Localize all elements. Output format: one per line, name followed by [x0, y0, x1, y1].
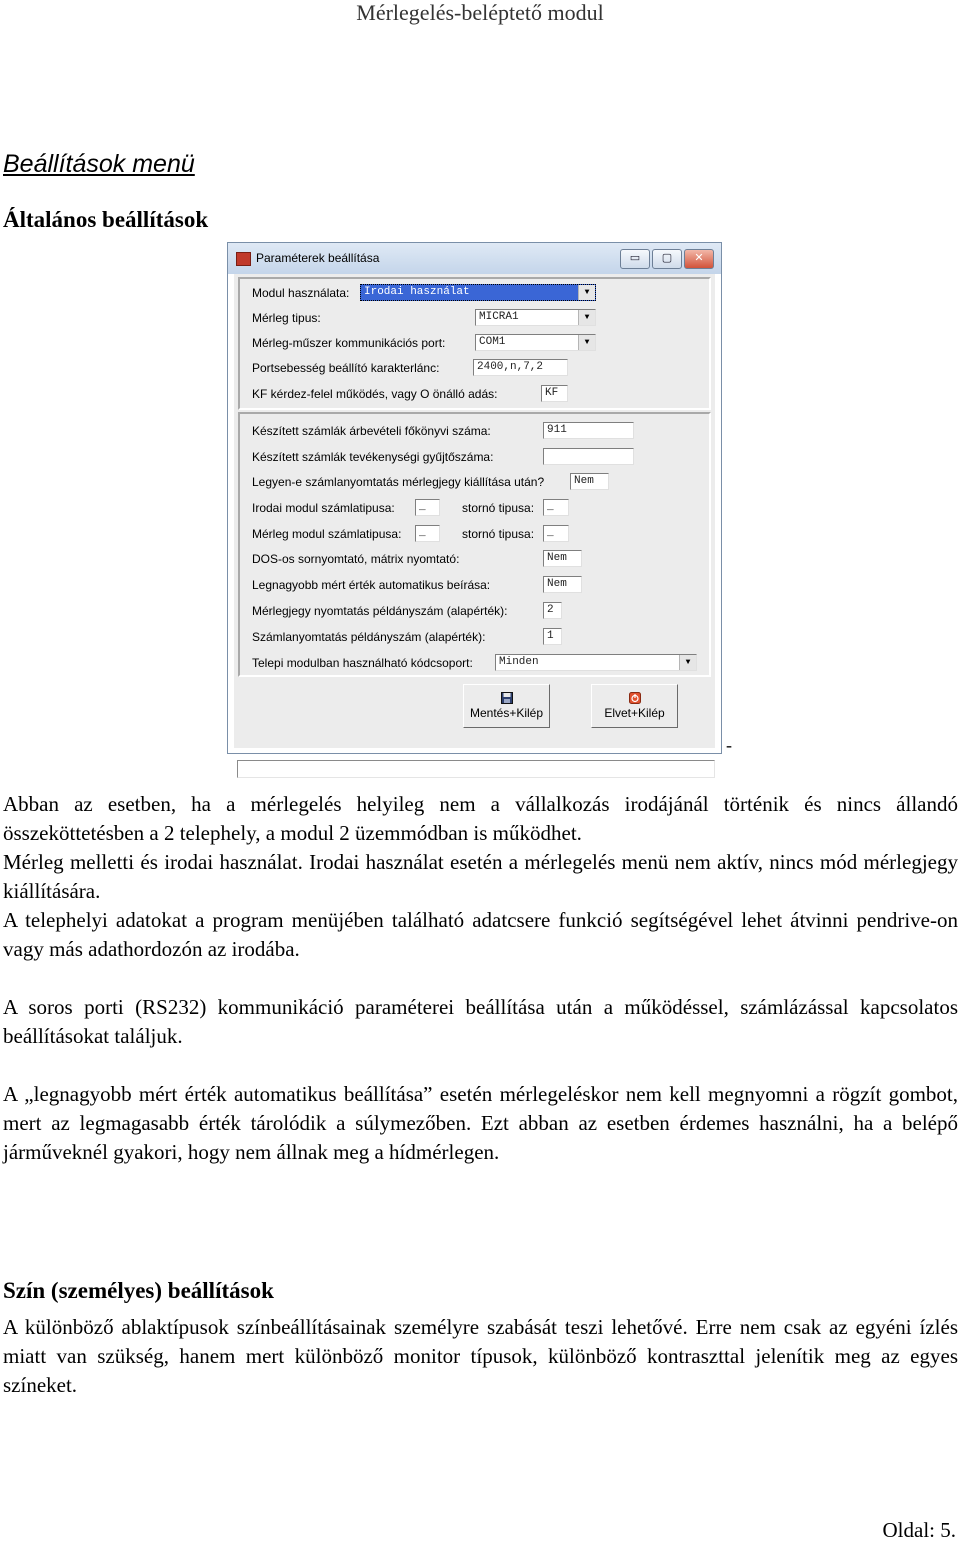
storno1-label: stornó tipusa:: [462, 501, 535, 515]
dialog-body: [234, 274, 715, 748]
legyen-label: Legyen-e számlanyomtatás mérlegjegy kiállítása után?: [252, 475, 545, 489]
modul-select[interactable]: [360, 284, 596, 301]
paragraph-modes: [3, 790, 958, 964]
dos-input[interactable]: Nem: [543, 550, 582, 567]
merleg-modul-label: Mérleg modul számlatipusa:: [252, 527, 402, 541]
floppy-disk-icon: [501, 692, 513, 704]
save-exit-button[interactable]: [463, 684, 550, 728]
maximize-button[interactable]: ▢: [652, 249, 682, 269]
gyujto-input[interactable]: [543, 448, 634, 465]
storno1-input[interactable]: _: [543, 499, 569, 516]
telepi-value: Minden: [499, 656, 539, 668]
save-exit-label: Mentés+Kilép: [469, 706, 544, 720]
running-header: Mérlegelés-beléptető modul: [356, 0, 604, 25]
exit-icon: [629, 692, 641, 704]
billing-panel: [238, 412, 711, 677]
kf-label: KF kérdez-felel működés, vagy O önálló adás:: [252, 387, 498, 401]
close-button[interactable]: ✕: [684, 249, 714, 269]
dos-label: DOS-os sornyomtató, mátrix nyomtató:: [252, 552, 460, 566]
portspeed-label: Portsebesség beállító karakterlánc:: [252, 361, 440, 375]
fokonyv-label: Készített számlák árbevételi főkönyvi száma:: [252, 424, 491, 438]
merlegjegy-label: Mérlegjegy nyomtatás példányszám (alapérték):: [252, 604, 508, 618]
fokonyv-input[interactable]: 911: [543, 422, 634, 439]
portspeed-input[interactable]: 2400,n,7,2: [473, 359, 568, 376]
merleg-tipus-value: MICRA1: [479, 311, 519, 323]
port-select[interactable]: [475, 334, 596, 351]
text-line: A telephelyi adatokat a program menüjében található adatcsere funkció segítségével lehet átvinni pendrive-on vagy más adathordozón az irodába.: [3, 908, 958, 961]
paragraph-colors: [3, 1313, 958, 1400]
text-line: A soros porti (RS232) kommunikáció paraméterei beállítása után a működéssel, számlázással kapcsolatos beállításokat találjuk.: [3, 995, 958, 1048]
discard-exit-label: Elvet+Kilép: [604, 706, 665, 720]
trailing-mark: -: [726, 735, 732, 755]
status-bar: [237, 760, 715, 778]
chevron-down-icon[interactable]: ▼: [578, 285, 595, 300]
section-title: Beállítások menü: [3, 150, 195, 178]
text-line: A különböző ablaktípusok színbeállításainak személyre szabását teszi lehetővé. Erre nem csak az egyéni ízlés miatt van szükség, hanem mert különböző monitor típusok, különböző kontraszttal jelenítik meg az egyes színeket.: [3, 1315, 958, 1397]
legyen-input[interactable]: Nem: [570, 473, 609, 490]
merleg-modul-input[interactable]: _: [415, 525, 440, 542]
general-settings-heading: Általános beállítások: [3, 207, 209, 232]
port-value: COM1: [479, 336, 506, 348]
irodai-label: Irodai modul számlatipusa:: [252, 501, 395, 515]
app-icon: [236, 252, 251, 266]
storno2-label: stornó tipusa:: [462, 527, 535, 541]
chevron-down-icon[interactable]: ▼: [679, 655, 696, 670]
paragraph-serial: [3, 993, 958, 1051]
communication-panel: [238, 277, 711, 410]
color-settings-heading: Szín (személyes) beállítások: [3, 1278, 274, 1303]
port-label: Mérleg-műszer kommunikációs port:: [252, 336, 446, 350]
merleg-tipus-label: Mérleg tipus:: [252, 311, 321, 325]
dialog-title: Paraméterek beállítása: [256, 251, 380, 265]
parameters-dialog: [227, 242, 722, 754]
merleg-tipus-select[interactable]: [475, 309, 596, 326]
text-line: Mérleg melletti és irodai használat. Irodai használat esetén a mérlegelés menü nem aktív, nincs mód mérlegjegy kiállítására.: [3, 850, 958, 903]
modul-label: Modul használata:: [252, 286, 350, 300]
text-line: A „legnagyobb mért érték automatikus beállítása” esetén mérlegeléskor nem kell megnyomni a rögzít gombot, mert az legmagasabb érték tárolódik a súlymezőben. Ezt abban az esetben érdemes használni, ha a belépő járműveknél gyakori, hogy nem állnak meg a hídmérlegen.: [3, 1082, 958, 1164]
telepi-select[interactable]: [495, 654, 697, 671]
paragraph-maxvalue: [3, 1080, 958, 1167]
discard-exit-button[interactable]: [591, 684, 678, 728]
modul-value: Irodai használat: [364, 286, 470, 298]
telepi-label: Telepi modulban használható kódcsoport:: [252, 656, 473, 670]
storno2-input[interactable]: _: [543, 525, 569, 542]
gyujto-label: Készített számlák tevékenységi gyűjtőszáma:: [252, 450, 494, 464]
page-number: Oldal: 5.: [882, 1518, 956, 1542]
merlegjegy-input[interactable]: 2: [543, 602, 562, 619]
chevron-down-icon[interactable]: ▼: [578, 310, 595, 325]
kf-input[interactable]: KF: [541, 385, 568, 402]
dialog-titlebar: [228, 243, 721, 274]
legnagyobb-input[interactable]: Nem: [543, 576, 582, 593]
chevron-down-icon[interactable]: ▼: [578, 335, 595, 350]
szamla-input[interactable]: 1: [543, 628, 562, 645]
minimize-button[interactable]: ▭: [620, 249, 650, 269]
irodai-input[interactable]: _: [415, 499, 440, 516]
legnagyobb-label: Legnagyobb mért érték automatikus beírása:: [252, 578, 491, 592]
text-line: Abban az esetben, ha a mérlegelés helyileg nem a vállalkozás irodájánál történik és nincs állandó összeköttetésben a 2 telephely, a modul 2 üzemmódban is működhet.: [3, 792, 958, 845]
szamla-label: Számlanyomtatás példányszám (alapérték):: [252, 630, 486, 644]
